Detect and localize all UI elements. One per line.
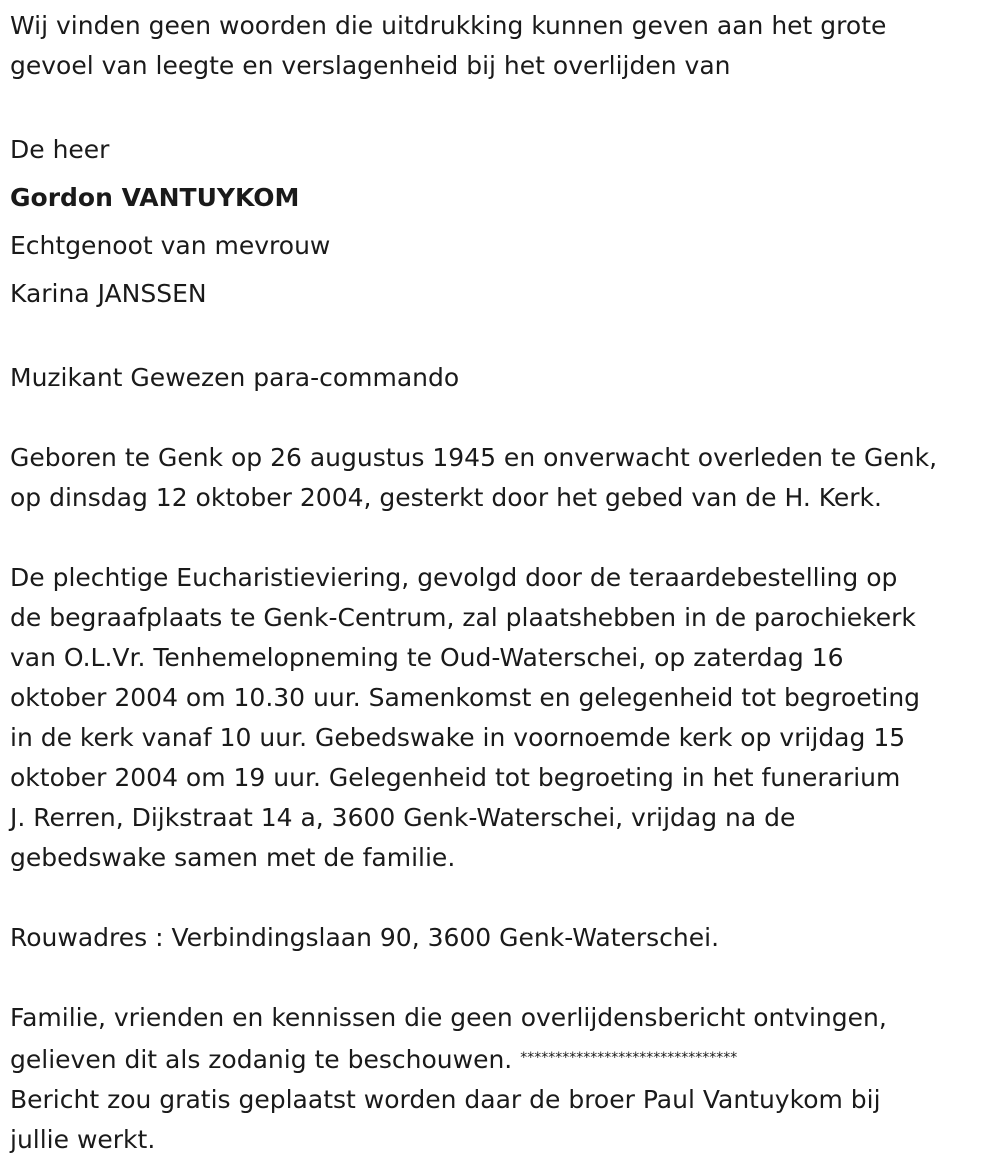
- birth-death-line: op dinsdag 12 oktober 2004, gesterkt door het gebed van de H. Kerk.: [10, 483, 882, 512]
- closing-line: [10, 1038, 995, 1080]
- closing-line: Familie, vrienden en kennissen die geen overlijdensbericht ontvingen,: [10, 1003, 887, 1032]
- spacer: [10, 318, 995, 358]
- death-notice: [10, 6, 995, 1160]
- closing-line: Bericht zou gratis geplaatst worden daar de broer Paul Vantuykom bij: [10, 1085, 881, 1114]
- closing-line: jullie werkt.: [10, 1125, 156, 1154]
- ceremony-line: gebedswake samen met de familie.: [10, 843, 456, 872]
- ceremony-line: van O.L.Vr. Tenhemelopneming te Oud-Waterschei, op zaterdag 16: [10, 643, 844, 672]
- salutation: De heer: [10, 135, 110, 164]
- occupation: Muzikant Gewezen para-commando: [10, 363, 460, 392]
- ceremony-line: De plechtige Eucharistieviering, gevolgd door de teraardebestelling op: [10, 563, 898, 592]
- spouse-name: Karina JANSSEN: [10, 279, 207, 308]
- closing-text: gelieven dit als zodanig te beschouwen.: [10, 1045, 513, 1074]
- birth-death-line: Geboren te Genk op 26 augustus 1945 en onverwacht overleden te Genk,: [10, 443, 938, 472]
- spacer: [10, 398, 995, 438]
- ceremony-line: in de kerk vanaf 10 uur. Gebedswake in voornoemde kerk op vrijdag 15: [10, 723, 906, 752]
- spouse-label: Echtgenoot van mevrouw: [10, 231, 331, 260]
- ceremony-line: de begraafplaats te Genk-Centrum, zal plaatshebben in de parochiekerk: [10, 603, 916, 632]
- mourning-address: Rouwadres : Verbindingslaan 90, 3600 Genk-Waterschei.: [10, 923, 720, 952]
- ceremony-line: oktober 2004 om 19 uur. Gelegenheid tot begroeting in het funerarium: [10, 763, 901, 792]
- ceremony-line: J. Rerren, Dijkstraat 14 a, 3600 Genk-Waterschei, vrijdag na de: [10, 803, 796, 832]
- asterisk-separator: *******************************: [520, 1050, 738, 1066]
- deceased-name: Gordon VANTUYKOM: [10, 183, 300, 212]
- intro-line: gevoel van leegte en verslagenheid bij het overlijden van: [10, 51, 731, 80]
- spacer: [10, 518, 995, 558]
- ceremony-line: oktober 2004 om 10.30 uur. Samenkomst en gelegenheid tot begroeting: [10, 683, 921, 712]
- spacer: [10, 958, 995, 998]
- spacer: [10, 878, 995, 918]
- spacer: [10, 86, 995, 126]
- intro-line: Wij vinden geen woorden die uitdrukking kunnen geven aan het grote: [10, 11, 887, 40]
